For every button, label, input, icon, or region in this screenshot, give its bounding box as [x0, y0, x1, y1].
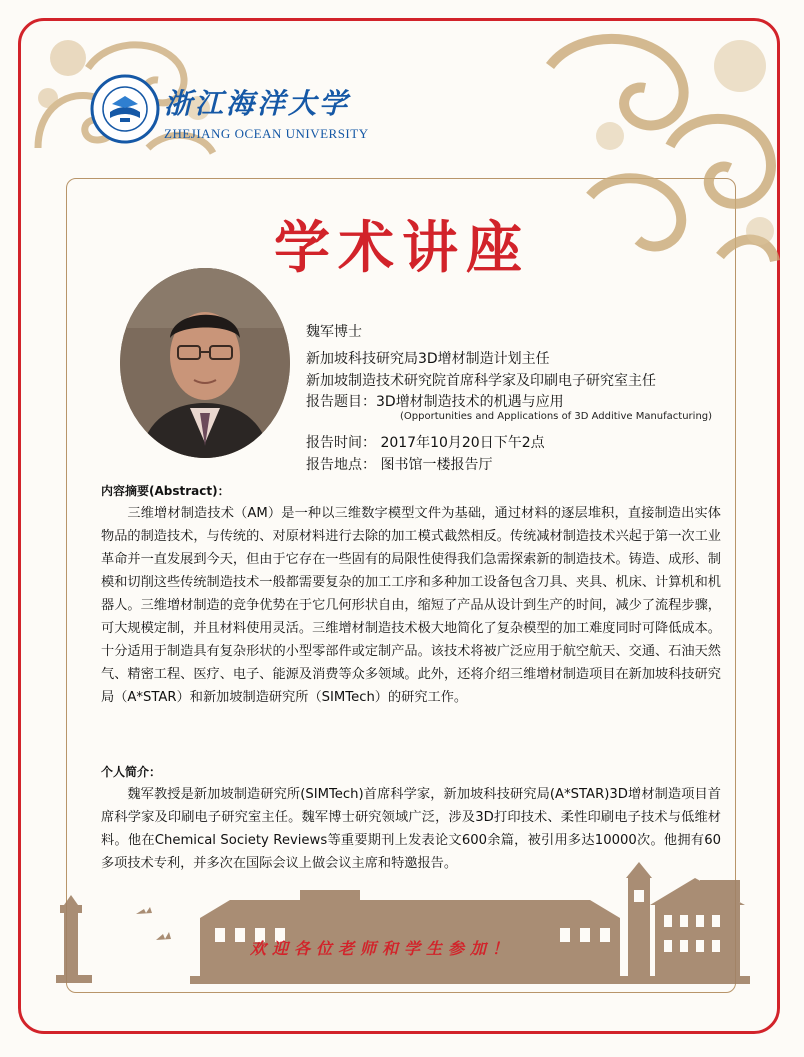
university-name-cn: 浙江海洋大学: [164, 87, 351, 120]
speaker-name: 魏军博士: [306, 324, 362, 340]
bio-heading: 个人简介：: [101, 765, 162, 779]
place-value: 图书馆一楼报告厅: [380, 457, 493, 473]
abstract-text: 三维增材制造技术（AM）是一种以三维数字模型文件为基础，通过材料的逐层堆积，直接制造出实体物品的制造技术，与传统的、对原材料进行去除的加工模式截然相反。传统减材制造技术兴起于第一次工业革命并一直发展到今天，但由于它存在一些固有的局限性使得我们急需探索新的制造技术。铸造、成形、制模和切削这些传统制造技术一般都需要复杂的加工工序和多种加工设备包含刀具、夹具、机床、计算机和机器人。三维增材制造的竞争优势在于它几何形状自由，缩短了产品从设计到生产的时间，减少了流程步骤，可大规模定制，并且材料使用灵活。三维增材制造技术极大地简化了复杂模型的加工难度同时可降低成本。十分适用于制造具有复杂形状的小型零部件或定制产品。该技术将被广泛应用于航空航天、交通、石油天然气、精密工程、医疗、电子、能源及消费等众多领域。此外，还将介绍三维增材制造项目在新加坡科技研究局（A*STAR）和新加坡制造研究所（SIMTech）的研究工作。: [101, 506, 721, 705]
abstract-heading: 内容摘要(Abstract)：: [101, 484, 230, 498]
topic-cn: 3D增材制造技术的机遇与应用: [376, 394, 564, 410]
bio-text: 魏军教授是新加坡制造研究所(SIMTech)首席科学家，新加坡科技研究局(A*STAR)3D增材制造项目首席科学家及印刷电子研究室主任。魏军博士研究领域广泛，涉及3D打印技术、柔性印刷电子技术与低维材料。他在Chemical Society Reviews等重要期刊上发表论文600余篇，被引用多达10000次。他拥有60多项技术专利，并多次在国际会议上做会议主席和特邀报告。: [101, 787, 721, 871]
poster-title: 学术讲座: [274, 216, 530, 281]
place-label: 报告地点：: [306, 457, 376, 473]
topic-label: 报告题目：: [306, 394, 376, 410]
welcome-message: 欢迎各位老师和学生参加！: [250, 939, 515, 958]
time-label: 报告时间：: [306, 435, 376, 451]
time-value: 2017年10月20日下午2点: [380, 435, 545, 451]
topic-en: (Opportunities and Applications of 3D Additive Manufacturing): [400, 411, 713, 422]
university-name-en: ZHEJIANG OCEAN UNIVERSITY: [164, 126, 369, 141]
speaker-position-1: 新加坡科技研究局3D增材制造计划主任: [306, 351, 550, 367]
speaker-position-2: 新加坡制造技术研究院首席科学家及印刷电子研究室主任: [306, 373, 656, 389]
